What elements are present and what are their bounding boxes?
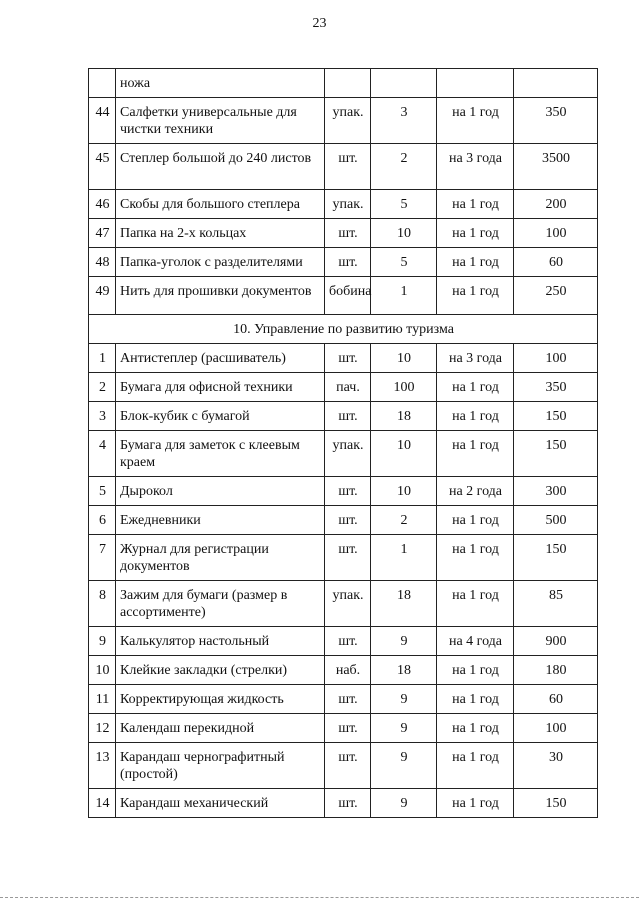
table-row — [89, 714, 598, 743]
unit-of-measure-cell: шт. — [325, 402, 371, 431]
usage-period-cell: на 1 год — [437, 789, 514, 818]
table-row — [89, 656, 598, 685]
quantity-cell: 10 — [371, 219, 437, 248]
item-name-cell: Клейкие закладки (стрелки) — [116, 656, 325, 685]
row-number-cell: 44 — [89, 98, 116, 144]
item-name-cell: Скобы для большого степлера — [116, 190, 325, 219]
price-cell: 900 — [514, 627, 598, 656]
bottom-rule — [0, 897, 639, 898]
price-cell: 100 — [514, 714, 598, 743]
item-name-cell: Салфетки универсальные для чистки техники — [116, 98, 325, 144]
table-row — [89, 248, 598, 277]
item-name-cell: Антистеплер (расшиватель) — [116, 344, 325, 373]
section-title: 10. Управление по развитию туризма — [89, 315, 598, 344]
item-name-cell: Карандаш чернографитный (простой) — [116, 743, 325, 789]
usage-period-cell: на 1 год — [437, 431, 514, 477]
section-row — [89, 315, 598, 344]
row-number-cell: 4 — [89, 431, 116, 477]
table-row — [89, 477, 598, 506]
item-name-cell: Бумага для заметок с клеевым краем — [116, 431, 325, 477]
unit-of-measure-cell: шт. — [325, 685, 371, 714]
table-row — [89, 431, 598, 477]
price-cell: 100 — [514, 344, 598, 373]
price-cell: 300 — [514, 477, 598, 506]
item-name-cell: Зажим для бумаги (размер в ассортименте) — [116, 581, 325, 627]
usage-period-cell: на 4 года — [437, 627, 514, 656]
usage-period-cell — [437, 69, 514, 98]
price-cell: 150 — [514, 402, 598, 431]
unit-of-measure-cell: шт. — [325, 144, 371, 190]
quantity-cell: 5 — [371, 248, 437, 277]
table-row — [89, 98, 598, 144]
table-row — [89, 506, 598, 535]
table-row — [89, 277, 598, 315]
unit-of-measure-cell: шт. — [325, 743, 371, 789]
row-number-cell: 12 — [89, 714, 116, 743]
row-number-cell: 11 — [89, 685, 116, 714]
usage-period-cell: на 1 год — [437, 98, 514, 144]
table-row — [89, 789, 598, 818]
usage-period-cell: на 1 год — [437, 402, 514, 431]
section-row-group — [89, 315, 598, 344]
unit-of-measure-cell: шт. — [325, 344, 371, 373]
row-number-cell: 8 — [89, 581, 116, 627]
price-cell: 350 — [514, 373, 598, 402]
unit-of-measure-cell: упак. — [325, 190, 371, 219]
unit-of-measure-cell: шт. — [325, 248, 371, 277]
quantity-cell: 1 — [371, 535, 437, 581]
item-name-cell: Папка-уголок с разделителями — [116, 248, 325, 277]
usage-period-cell: на 1 год — [437, 535, 514, 581]
quantity-cell: 2 — [371, 506, 437, 535]
row-number-cell: 9 — [89, 627, 116, 656]
unit-of-measure-cell: шт. — [325, 535, 371, 581]
quantity-cell: 9 — [371, 627, 437, 656]
row-number-cell: 6 — [89, 506, 116, 535]
usage-period-cell: на 1 год — [437, 743, 514, 789]
price-cell: 30 — [514, 743, 598, 789]
unit-of-measure-cell: шт. — [325, 506, 371, 535]
row-number-cell: 2 — [89, 373, 116, 402]
quantity-cell: 9 — [371, 714, 437, 743]
row-number-cell: 10 — [89, 656, 116, 685]
quantity-cell — [371, 69, 437, 98]
unit-of-measure-cell: шт. — [325, 627, 371, 656]
row-number-cell: 1 — [89, 344, 116, 373]
item-name-cell: Корректирующая жидкость — [116, 685, 325, 714]
row-number-cell — [89, 69, 116, 98]
table-body-top — [89, 69, 598, 315]
item-name-cell: Карандаш механический — [116, 789, 325, 818]
table-row — [89, 373, 598, 402]
unit-of-measure-cell — [325, 69, 371, 98]
row-number-cell: 13 — [89, 743, 116, 789]
price-cell: 150 — [514, 789, 598, 818]
usage-period-cell: на 3 года — [437, 144, 514, 190]
usage-period-cell: на 1 год — [437, 685, 514, 714]
price-cell: 3500 — [514, 144, 598, 190]
quantity-cell: 100 — [371, 373, 437, 402]
usage-period-cell: на 2 года — [437, 477, 514, 506]
usage-period-cell: на 1 год — [437, 219, 514, 248]
usage-period-cell: на 1 год — [437, 190, 514, 219]
table-row — [89, 402, 598, 431]
usage-period-cell: на 1 год — [437, 656, 514, 685]
unit-of-measure-cell: упак. — [325, 98, 371, 144]
quantity-cell: 9 — [371, 789, 437, 818]
table-row — [89, 627, 598, 656]
table-row — [89, 581, 598, 627]
table-row — [89, 144, 598, 190]
price-cell: 60 — [514, 685, 598, 714]
item-name-cell: Папка на 2-х кольцах — [116, 219, 325, 248]
price-cell: 150 — [514, 535, 598, 581]
row-number-cell: 3 — [89, 402, 116, 431]
unit-of-measure-cell: шт. — [325, 477, 371, 506]
table-body-bottom — [89, 344, 598, 818]
unit-of-measure-cell: упак. — [325, 431, 371, 477]
table-row — [89, 344, 598, 373]
usage-period-cell: на 1 год — [437, 277, 514, 315]
unit-of-measure-cell: бобина — [325, 277, 371, 315]
unit-of-measure-cell: упак. — [325, 581, 371, 627]
price-cell: 250 — [514, 277, 598, 315]
usage-period-cell: на 1 год — [437, 506, 514, 535]
supply-table — [88, 68, 598, 818]
quantity-cell: 10 — [371, 344, 437, 373]
unit-of-measure-cell: пач. — [325, 373, 371, 402]
page-number: 23 — [312, 16, 327, 31]
unit-of-measure-cell: наб. — [325, 656, 371, 685]
row-number-cell: 47 — [89, 219, 116, 248]
row-number-cell: 7 — [89, 535, 116, 581]
price-cell: 180 — [514, 656, 598, 685]
item-name-cell: Степлер большой до 240 листов — [116, 144, 325, 190]
table-row — [89, 535, 598, 581]
usage-period-cell: на 1 год — [437, 373, 514, 402]
table-row — [89, 743, 598, 789]
item-name-cell: Нить для прошивки документов — [116, 277, 325, 315]
quantity-cell: 9 — [371, 685, 437, 714]
usage-period-cell: на 1 год — [437, 714, 514, 743]
quantity-cell: 10 — [371, 431, 437, 477]
row-number-cell: 5 — [89, 477, 116, 506]
price-cell: 60 — [514, 248, 598, 277]
row-number-cell: 49 — [89, 277, 116, 315]
price-cell: 150 — [514, 431, 598, 477]
row-number-cell: 46 — [89, 190, 116, 219]
unit-of-measure-cell: шт. — [325, 789, 371, 818]
usage-period-cell: на 1 год — [437, 581, 514, 627]
row-number-cell: 48 — [89, 248, 116, 277]
quantity-cell: 3 — [371, 98, 437, 144]
item-name-cell: Календаш перекидной — [116, 714, 325, 743]
price-cell: 500 — [514, 506, 598, 535]
item-name-cell: Блок-кубик с бумагой — [116, 402, 325, 431]
item-name-cell: ножа — [116, 69, 325, 98]
quantity-cell: 18 — [371, 402, 437, 431]
price-cell: 85 — [514, 581, 598, 627]
table-row — [89, 190, 598, 219]
row-number-cell: 14 — [89, 789, 116, 818]
quantity-cell: 5 — [371, 190, 437, 219]
quantity-cell: 18 — [371, 656, 437, 685]
item-name-cell: Журнал для регистрации документов — [116, 535, 325, 581]
usage-period-cell: на 1 год — [437, 248, 514, 277]
unit-of-measure-cell: шт. — [325, 219, 371, 248]
item-name-cell: Дырокол — [116, 477, 325, 506]
price-cell: 100 — [514, 219, 598, 248]
quantity-cell: 10 — [371, 477, 437, 506]
item-name-cell: Калькулятор настольный — [116, 627, 325, 656]
usage-period-cell: на 3 года — [437, 344, 514, 373]
quantity-cell: 18 — [371, 581, 437, 627]
table-row — [89, 219, 598, 248]
unit-of-measure-cell: шт. — [325, 714, 371, 743]
table-row — [89, 685, 598, 714]
item-name-cell: Бумага для офисной техники — [116, 373, 325, 402]
price-cell — [514, 69, 598, 98]
price-cell: 350 — [514, 98, 598, 144]
quantity-cell: 1 — [371, 277, 437, 315]
price-cell: 200 — [514, 190, 598, 219]
quantity-cell: 2 — [371, 144, 437, 190]
quantity-cell: 9 — [371, 743, 437, 789]
table-row — [89, 69, 598, 98]
row-number-cell: 45 — [89, 144, 116, 190]
item-name-cell: Ежедневники — [116, 506, 325, 535]
